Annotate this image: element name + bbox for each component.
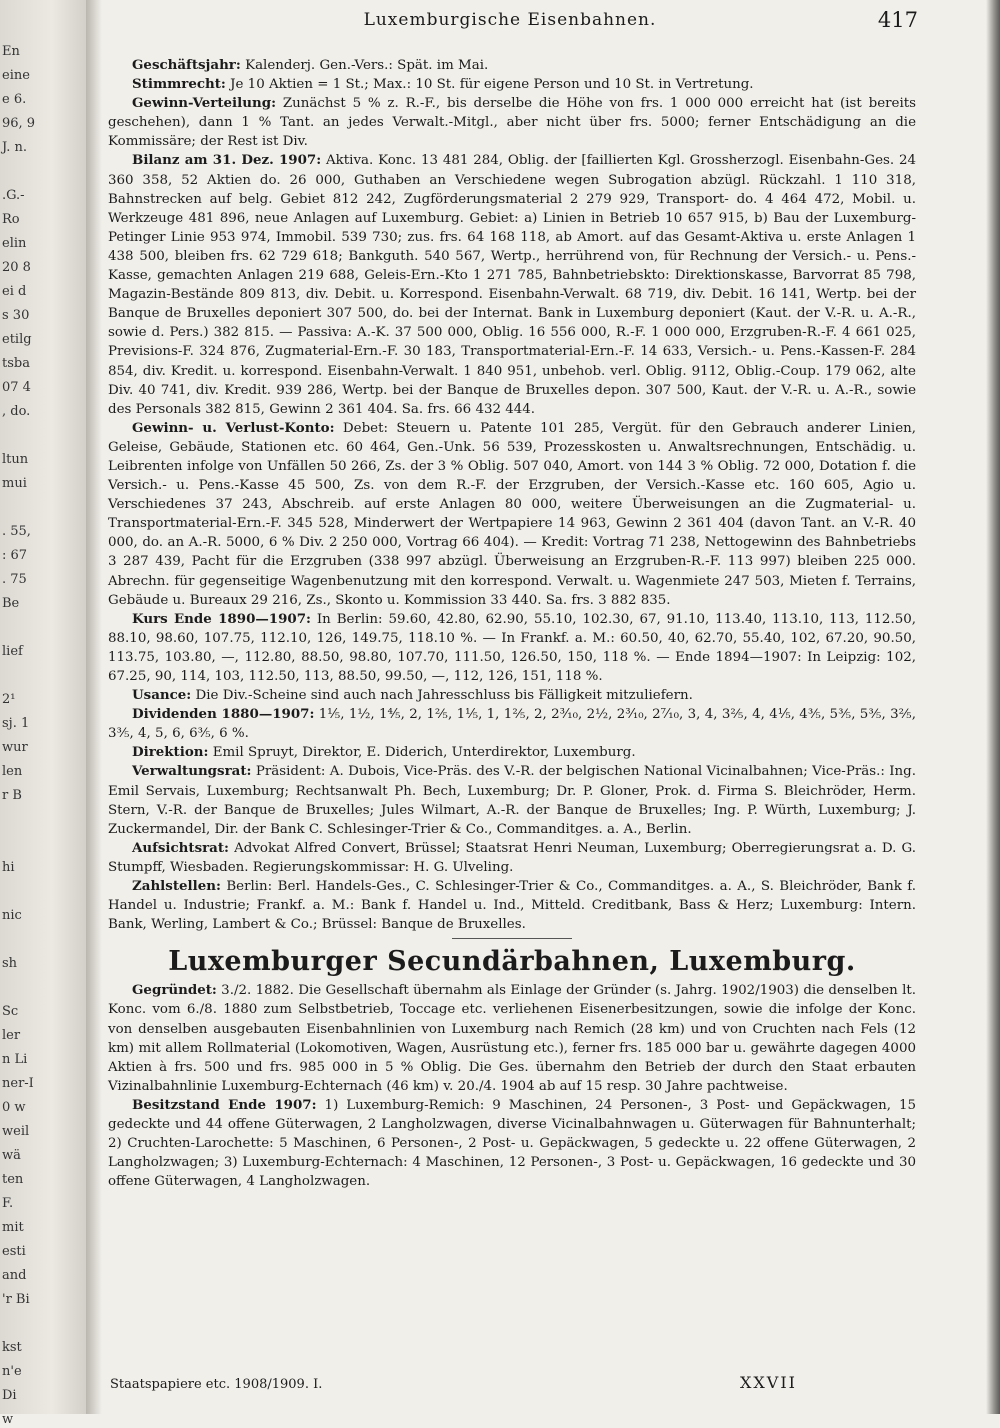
margin-fragment: En — [2, 44, 20, 59]
margin-fragment: eine — [2, 68, 30, 83]
margin-fragment: F. — [2, 1196, 14, 1211]
margin-fragment: n Li — [2, 1052, 28, 1067]
entry-paragraph — [108, 686, 916, 705]
margin-fragment: J. n. — [2, 140, 27, 155]
entry-paragraph — [108, 981, 916, 1096]
paragraph-heading: Direktion: — [132, 744, 209, 761]
entry-paragraph — [108, 1096, 916, 1191]
margin-fragment: s 30 — [2, 308, 30, 323]
margin-fragment: ten — [2, 1172, 24, 1187]
margin-fragment: and — [2, 1268, 27, 1283]
paragraph-text: 1) Luxemburg-Remich: 9 Maschinen, 24 Personen-, 3 Post- und Gepäckwagen, 15 gedeckte und 44 offene Güterwagen, 2 Langholzwagen, diverse Vicinalbahnwagen u. Güterwagen für Bahnunterhalt; 2) Cruchten-Larochette: 5 Maschinen, 6 Personen-, 2 Post- u. Gepäckwagen, 5 gedeckte u. 22 offene Güterwagen, 2 Langholzwagen; 3) Luxemburg-Echternach: 4 Maschinen, 12 Personen-, 3 Post- u. Gepäckwagen, 16 gedeckte und 30 offene Güterwagen, 4 Langholzwagen. — [108, 1097, 916, 1190]
margin-fragment: 96, 9 — [2, 116, 36, 131]
margin-fragment: Sc — [2, 1004, 19, 1019]
margin-fragment: ner-I — [2, 1076, 34, 1091]
paragraph-text: Debet: Steuern u. Patente 101 285, Vergüt. für den Gebrauch anderer Linien, Geleise, Gebäude, Stationen etc. 60 464, Gen.-Unk. 56 539, Prozesskosten u. Anwaltsrechnungen, Entschädig. u. Leibrenten infolge von Unfällen 50 266, Zs. der 3 % Oblig. 507 040, Amort. von 144 3 % Oblig. 72 000, Dotation f. die Versich.- u. Pens.-Kasse 45 500, Zs. von dem R.-F. der Erzgruben, der Versich.-Kasse etc. 160 605, Agio u. Verschiedenes 37 243, Abschreib. auf erste Anlagen 80 000, weitere Überweisungen an die Zugmaterial- u. Transportmaterial-Ern.-F. 345 528, Minderwert der Wertpapiere 14 963, Gewinn 2 361 404 (davon Tant. an V.-R. 40 000, do. an A.-R. 5000, 6 % Div. 2 250 000, Vortrag 66 404). — Kredit: Vortrag 71 238, Nettogewinn des Bahnbetriebs 3 287 439, Pacht für die Erzgruben (338 997 abzügl. Überweisung an Erzgruben-R.-F. 113 997) bleiben 225 000. Abrechn. für gegenseitige Wagenbenutzung mit den korrespond. Verwalt. u. Wagenmiete 247 503, Mieten f. Terrains, Gebäude u. Bureaux 29 216, Zs., Skonto u. Kommission 33 440. Sa. frs. 3 882 835. — [108, 420, 916, 608]
margin-fragment: elin — [2, 236, 27, 251]
paragraph-heading: Stimmrecht: — [132, 76, 226, 93]
margin-fragment: kst — [2, 1340, 22, 1355]
margin-fragment: : 67 — [2, 548, 28, 563]
margin-fragment: 20 8 — [2, 260, 31, 275]
margin-fragment: 07 4 — [2, 380, 31, 395]
paragraph-text: 1⅕, 1½, 1⅘, 2, 1⅖, 1⅕, 1, 1⅖, 2, 2³⁄₁₀, 2½, 2³⁄₁₀, 2⁷⁄₁₀, 3, 4, 3⅖, 4, 4⅕, 4⅗, 5⅗, 5⅗, 3⅖, 3⅗, 4, 5, 6, 6⅗, 6 %. — [108, 707, 916, 742]
margin-fragment: r B — [2, 788, 22, 803]
paragraph-heading: Gewinn- u. Verlust-Konto: — [132, 419, 335, 436]
footer-left: Staatspapiere etc. 1908/1909. I. — [110, 1377, 323, 1392]
paragraph-text: In Berlin: 59.60, 42.80, 62.90, 55.10, 102.30, 67, 91.10, 113.40, 113.10, 113, 112.50, 88.10, 98.60, 107.75, 112.10, 126, 149.75, 118.10 %. — In Frankf. a. M.: 60.50, 40, 62.70, 55.40, 102, 67.20, 90.50, 113.75, 103.80, —, 112.80, 88.50, 98.80, 107.70, 111.50, 126.50, 150, 118 %. — Ende 1894—1907: In Leipzig: 102, 67.25, 90, 114, 103, 112.50, 113, 88.50, 99.50, —, 112, 126, 151, 118 %. — [108, 611, 916, 684]
entry-paragraph — [108, 56, 916, 75]
paragraph-text: Die Div.-Scheine sind auch nach Jahresschluss bis Fälligkeit mitzuliefern. — [191, 688, 693, 704]
margin-fragment: etilg — [2, 332, 32, 347]
section-divider — [452, 938, 572, 939]
margin-fragment: ei d — [2, 284, 27, 299]
paragraph-text: 3./2. 1882. Die Gesellschaft übernahm als Einlage der Gründer (s. Jahrg. 1902/1903) die denselben lt. Konc. vom 6./8. 1880 zum Selbstbetrieb, Toccage etc. verliehenen Eisenerbesitzungen, sowie die infolge der Konc. von denselben ausgebauten Eisenbahnlinien von Luxemburg nach Remich (28 km) und von Cruchten nach Fels (12 km) mit allem Rollmaterial (Lokomotiven, Wagen, Ausrüstung etc.), ferner frs. 185 000 bar u. gewährte dagegen 4000 Aktien à frs. 500 und frs. 985 000 in 5 % Oblig. Die Ges. übernahm den Betrieb der durch den Staat erbauten Vizinalbahnlinie Luxemburg-Echternach (46 km) v. 20./4. 1904 ab auf 15 resp. 30 Jahre pachtweise. — [108, 983, 916, 1094]
margin-fragment: Ro — [2, 212, 20, 227]
margin-fragment: . 55, — [2, 524, 31, 539]
margin-fragment: sh — [2, 956, 18, 971]
entry-paragraph — [108, 75, 916, 94]
gutter-shadow — [86, 0, 102, 1414]
paragraph-text: Je 10 Aktien = 1 St.; Max.: 10 St. für eigene Person und 10 St. in Vertretung. — [225, 77, 754, 93]
paragraph-heading: Zahlstellen: — [132, 878, 221, 895]
paragraph-text: Kalenderj. Gen.-Vers.: Spät. im Mai. — [240, 58, 489, 73]
paragraph-text: Emil Spruyt, Direktor, E. Diderich, Unterdirektor, Luxemburg. — [208, 745, 636, 761]
main-content — [108, 56, 916, 1191]
page-number: 417 — [877, 8, 918, 32]
entry-paragraph — [108, 762, 916, 838]
paragraph-heading: Kurs Ende 1890—1907: — [132, 610, 311, 627]
margin-fragment: sj. 1 — [2, 716, 30, 731]
company-entry-luxemburgische-eisenbahnen — [108, 56, 916, 934]
margin-fragment: lief — [2, 644, 23, 659]
paragraph-heading: Gewinn-Verteilung: — [132, 95, 277, 112]
paragraph-heading: Aufsichtsrat: — [132, 839, 229, 856]
paragraph-heading: Gegründet: — [132, 982, 217, 999]
paragraph-text: Berlin: Berl. Handels-Ges., C. Schlesinger-Trier & Co., Commanditges. a. A., S. Bleichröder, Bank f. Handel u. Industrie; Frankf. a. M.: Bank f. Handel u. Ind., Mitteld. Creditbank, Bass & Herz; Luxemburg: Intern. Bank, Werling, Lambert & Co.; Brüssel: Banque de Bruxelles. — [108, 879, 916, 933]
entry-paragraph — [108, 94, 916, 151]
margin-fragment: ltun — [2, 452, 29, 467]
margin-fragment: mui — [2, 476, 27, 491]
margin-fragment: hi — [2, 860, 15, 875]
right-edge-shadow — [986, 0, 1000, 1414]
margin-fragment: Be — [2, 596, 20, 611]
entry-paragraph — [108, 839, 916, 877]
paragraph-text: Aktiva. Konc. 13 481 284, Oblig. der [faillierten Kgl. Grossherzogl. Eisenbahn-Ges. 24 360 358, 52 Aktien do. 26 000, Guthaben an Verschiedene wegen Subrogation abzügl. Rückzahl. 1 110 318, Bahnstrecken auf belg. Gebiet 812 242, Zugförderungsmaterial 2 279 929, Transport- do. 4 464 472, Mobil. u. Werkzeuge 481 896, neue Anlagen auf Luxemburg. Gebiet: a) Linien in Betrieb 10 657 915, b) Bau der Luxemburg-Petinger Linie 953 974, Immobil. 539 730; zus. frs. 64 168 118, ab Amort. auf das Gesamt-Aktiva u. erste Anlagen 1 438 500, bleiben frs. 62 729 618; Bankguth. 540 567, Wertp., herrührend von, für Rechnung der Versich.- u. Pens.-Kasse, gemachten Anlagen 219 688, Geleis-Ern.-Kto 1 271 785, Bahnbetriebskto: Direktionskasse, Barvorrat 85 798, Magazin-Bestände 809 813, div. Debit. u. Korrespond. Eisenbahn-Verwalt. 68 719, div. Debit. 16 141, Wertp. bei der Banque de Bruxelles deponiert 307 500, do. bei der Internat. Bank in Luxemburg deponiert (Kaut. der V.-R. u. A.-R., sowie d. Pers.) 382 815. — Passiva: A.-K. 37 500 000, Oblig. 16 556 000, R.-F. 1 000 000, Erzgruben-R.-F. 4 661 025, Previsions-F. 324 876, Zugmaterial-Ern.-F. 30 183, Transportmaterial-Ern.-F. 14 633, Versich.- u. Pens.-Kassen-F. 284 854, div. Kredit. u. korrespond. Eisenbahn-Verwalt. 1 840 951, unbehob. verl. Oblig. 9112, Oblig.-Coup. 179 062, alte Div. 40 741, div. Kredit. 939 286, Wertp. bei der Banque de Bruxelles depon. 307 500, Kaut. der V.-R. u. A.-R., sowie des Personals 382 815, Gewinn 2 361 404. Sa. frs. 66 432 444. — [108, 153, 916, 417]
paragraph-heading: Bilanz am 31. Dez. 1907: — [132, 152, 322, 169]
paragraph-text: Zunächst 5 % z. R.-F., bis derselbe die Höhe von frs. 1 000 000 erreicht hat (ist bereits geschehen), dann 1 % Tant. an jedes Verwalt.-Mitgl., aber nicht über frs. 5000; ferner Entschädigung an die Kommissäre; der Rest ist Div. — [108, 96, 916, 150]
entry-paragraph — [108, 419, 916, 610]
margin-fragment: nic — [2, 908, 22, 923]
entry-paragraph — [108, 151, 916, 418]
paragraph-heading: Dividenden 1880—1907: — [132, 706, 315, 723]
margin-fragment: .G.- — [2, 188, 25, 203]
margin-fragment: wur — [2, 740, 28, 755]
margin-fragment: wä — [2, 1148, 21, 1163]
margin-fragment: 2¹ — [2, 692, 16, 707]
margin-fragment: Di — [2, 1388, 17, 1403]
running-head: Luxemburgische Eisenbahnen. — [363, 10, 657, 30]
margin-fragment: . 75 — [2, 572, 27, 587]
footer-signature: XXVII — [740, 1373, 797, 1392]
margin-fragment: len — [2, 764, 23, 779]
section-title: Luxemburger Secundärbahnen, Luxemburg. — [168, 946, 856, 978]
margin-fragment: e 6. — [2, 92, 27, 107]
paragraph-heading: Geschäftsjahr: — [132, 57, 241, 73]
paragraph-text: Präsident: A. Dubois, Vice-Präs. des V.-R. der belgischen National Vicinalbahnen; Vice-Präs.: Ing. Emil Servais, Luxemburg; Rechtsanwalt Ph. Bech, Luxemburg; Dr. P. Gloner, Prok. d. Firma S. Bleichröder, Herm. Stern, V.-R. der Banque de Bruxelles; Jules Wilmart, A.-R. der Banque de Bruxelles; Ing. P. Würth, Luxemburg; J. Zuckermandel, Dir. der Bank C. Schlesinger-Trier & Co., Commanditges. a. A., Berlin. — [108, 764, 916, 837]
paragraph-heading: Verwaltungsrat: — [132, 763, 252, 780]
margin-fragment: ler — [2, 1028, 21, 1043]
margin-fragment: 'r Bi — [2, 1292, 30, 1307]
margin-fragment: 0 w — [2, 1100, 26, 1115]
margin-fragment: tsba — [2, 356, 30, 371]
company-entry-secundaerbahnen — [108, 981, 916, 1191]
margin-fragment: mit — [2, 1220, 24, 1235]
left-page-margin — [0, 0, 86, 1427]
entry-paragraph — [108, 610, 916, 686]
paragraph-heading: Usance: — [132, 687, 192, 704]
paragraph-text: Advokat Alfred Convert, Brüssel; Staatsrat Henri Neuman, Luxemburg; Oberregierungsrat a. D. G. Stumpff, Wiesbaden. Regierungskommissar: H. G. Ulveling. — [108, 840, 916, 875]
entry-paragraph — [108, 743, 916, 762]
margin-fragment: w — [2, 1412, 14, 1427]
margin-fragment: esti — [2, 1244, 26, 1259]
entry-paragraph — [108, 705, 916, 743]
margin-fragment: n'e — [2, 1364, 22, 1379]
margin-fragment: , do. — [2, 404, 31, 419]
paragraph-heading: Besitzstand Ende 1907: — [132, 1096, 317, 1113]
margin-fragment: weil — [2, 1124, 30, 1139]
entry-paragraph — [108, 877, 916, 934]
